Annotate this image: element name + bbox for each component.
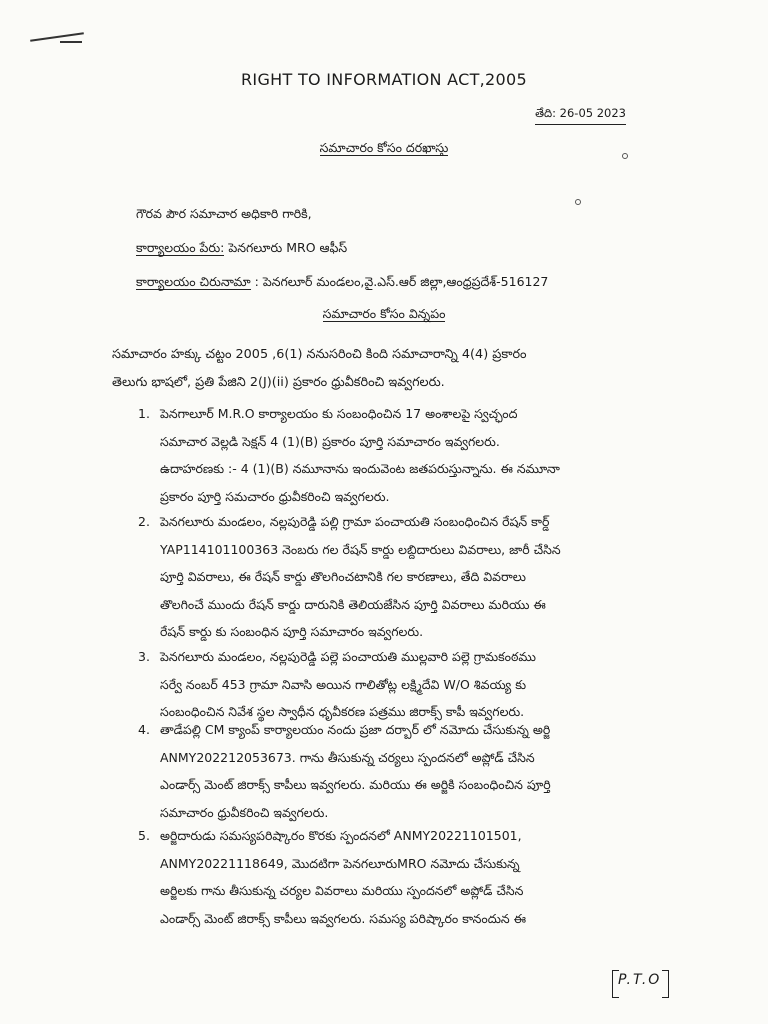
intro-line: సమాచారం హక్కు చట్టం 2005 ,6(1) ననుసరించి కింది సమాచారాన్ని 4(4) ప్రకారం	[112, 347, 527, 362]
intro-paragraph	[112, 341, 672, 397]
office-address-value: : పెనగలూర్ మండలం,వై.ఎస్.ఆర్ జిల్లా,ఆంధ్రప్రదేశ్-516127	[250, 274, 549, 289]
list-item	[138, 822, 660, 932]
office-address-line	[136, 274, 548, 293]
item-line: తాడేపల్లి CM క్యాంప్ కార్యాలయం నందు ప్రజా దర్బార్ లో నమోదు చేసుకున్న అర్జి	[160, 722, 551, 737]
pto-note: P.T.O	[618, 972, 662, 988]
list-item	[138, 643, 660, 726]
office-address-label: కార్యాలయం చిరునామా	[136, 274, 251, 289]
item-number: 1.	[138, 406, 150, 421]
item-line: ANMY202212053673. గాను తీసుకున్న చర్యలు స్పందనలో అప్లోడ్ చేసిన	[160, 749, 535, 765]
item-line: ఎండార్స్ మెంట్ జిరాక్స్ కాపీలు ఇవ్వగలరు. మరియు ఈ అర్జికి సంబంధించిన పూర్తి	[160, 777, 551, 792]
pen-mark	[60, 41, 82, 43]
list-item	[138, 400, 660, 510]
item-line: పెనగలూరు మండలం, నల్లపురెడ్డి పల్లె పంచాయతి ముల్లవారి పల్లె గ్రామకంఠము	[160, 649, 536, 664]
item-number: 3.	[138, 649, 150, 664]
list-item	[138, 716, 660, 826]
item-line: ఉదాహరణకు :- 4 (1)(B) నమూనాను ఇందువెంట జతపరుస్తున్నాను. ఈ నమూనా	[160, 461, 560, 476]
item-line: పెనగలూరు మండలం, నల్లపురెడ్డి పల్లి గ్రామా పంచాయతి సంబంధించిన రేషన్ కార్డ్	[160, 514, 550, 529]
subject-heading	[0, 140, 768, 159]
item-line: అర్జిదారుడు సమస్యపరిష్కారం కొరకు స్పందనలో ANMY20221101501,	[160, 828, 522, 843]
request-heading-text: సమాచారం కోసం విన్నపం	[322, 306, 446, 321]
item-line: ANMY20221118649, మొదటిగా పెనగలూరుMRO నమోదు చేసుకున్న	[160, 855, 520, 871]
item-number: 2.	[138, 514, 150, 529]
item-number: 4.	[138, 722, 150, 737]
paper-speck	[575, 199, 581, 205]
item-line: ఎండార్స్ మెంట్ జిరాక్స్ కాపీలు ఇవ్వగలరు. సమస్య పరిష్కారం కానందున ఈ	[160, 910, 527, 926]
item-number: 5.	[138, 828, 150, 843]
date-field: తేది: 26-05 2023	[535, 106, 626, 125]
item-line: తొలగించే ముందు రేషన్ కార్డు దారునికి తెలియజేసిన పూర్తి వివరాలు మరియు ఈ	[160, 596, 546, 612]
subject-text: సమాచారం కోసం దరఖాస్తు	[319, 140, 449, 155]
office-name-label: కార్యాలయం పేరు:	[136, 240, 225, 255]
office-name-value: పెనగలూరు MRO ఆఫీస్	[224, 240, 348, 255]
salutation: గౌరవ పౌర సమాచార అధికారి గారికి,	[136, 206, 312, 221]
item-line: సర్వే నంబర్ 453 గ్రామా నివాసి అయిన గాలితోట్ల లక్ష్మిదేవి W/O శివయ్య కు	[160, 676, 527, 692]
request-heading	[0, 306, 768, 325]
item-line: పూర్తి వివరాలు, ఈ రేషన్ కార్డు తొలగించటానికి గల కారణాలు, తేది వివరాలు	[160, 569, 526, 584]
list-item	[138, 508, 660, 646]
item-line: రేషన్ కార్డు కు సంబంధిన పూర్తి సమాచారం ఇవ్వగలరు.	[160, 624, 424, 639]
item-line: అర్జిలకు గాను తీసుకున్న చర్యల వివరాలు మరియు స్పందనలో అప్లోడ్ చేసిన	[160, 883, 524, 898]
item-line: సమాచార వెల్లడి సెక్షన్ 4 (1)(B) ప్రకారం పూర్తి సమాచారం ఇవ్వగలరు.	[160, 433, 500, 449]
document-title: RIGHT TO INFORMATION ACT,2005	[241, 70, 527, 89]
office-name-line	[136, 240, 347, 259]
item-line: ప్రకారం పూర్తి సమచారం ధ్రువీకరించి ఇవ్వగలరు.	[160, 488, 390, 504]
item-line: సమాచారం ధ్రువీకరించి ఇవ్వగలరు.	[160, 804, 329, 820]
item-line: సంబంధించిన నివేశ స్థల స్వాధీన ధృవీకరణ పత్రము జిరాక్స్ కాపీ ఇవ్వగలరు.	[160, 704, 525, 719]
item-line: పెనగాలూర్ M.R.O కార్యాలయం కు సంబంధించిన 17 అంశాలపై స్వచ్ఛంద	[160, 406, 518, 421]
item-line: YAP114101100363 నెంబరు గల రేషన్ కార్డు లబ్దిదారులు వివరాలు, జారీ చేసిన	[160, 541, 561, 557]
intro-line: తెలుగు భాషలో, ప్రతి పేజిని 2(J)(ii) ప్రకారం ధ్రువీకరించి ఇవ్వగలరు.	[112, 375, 445, 390]
